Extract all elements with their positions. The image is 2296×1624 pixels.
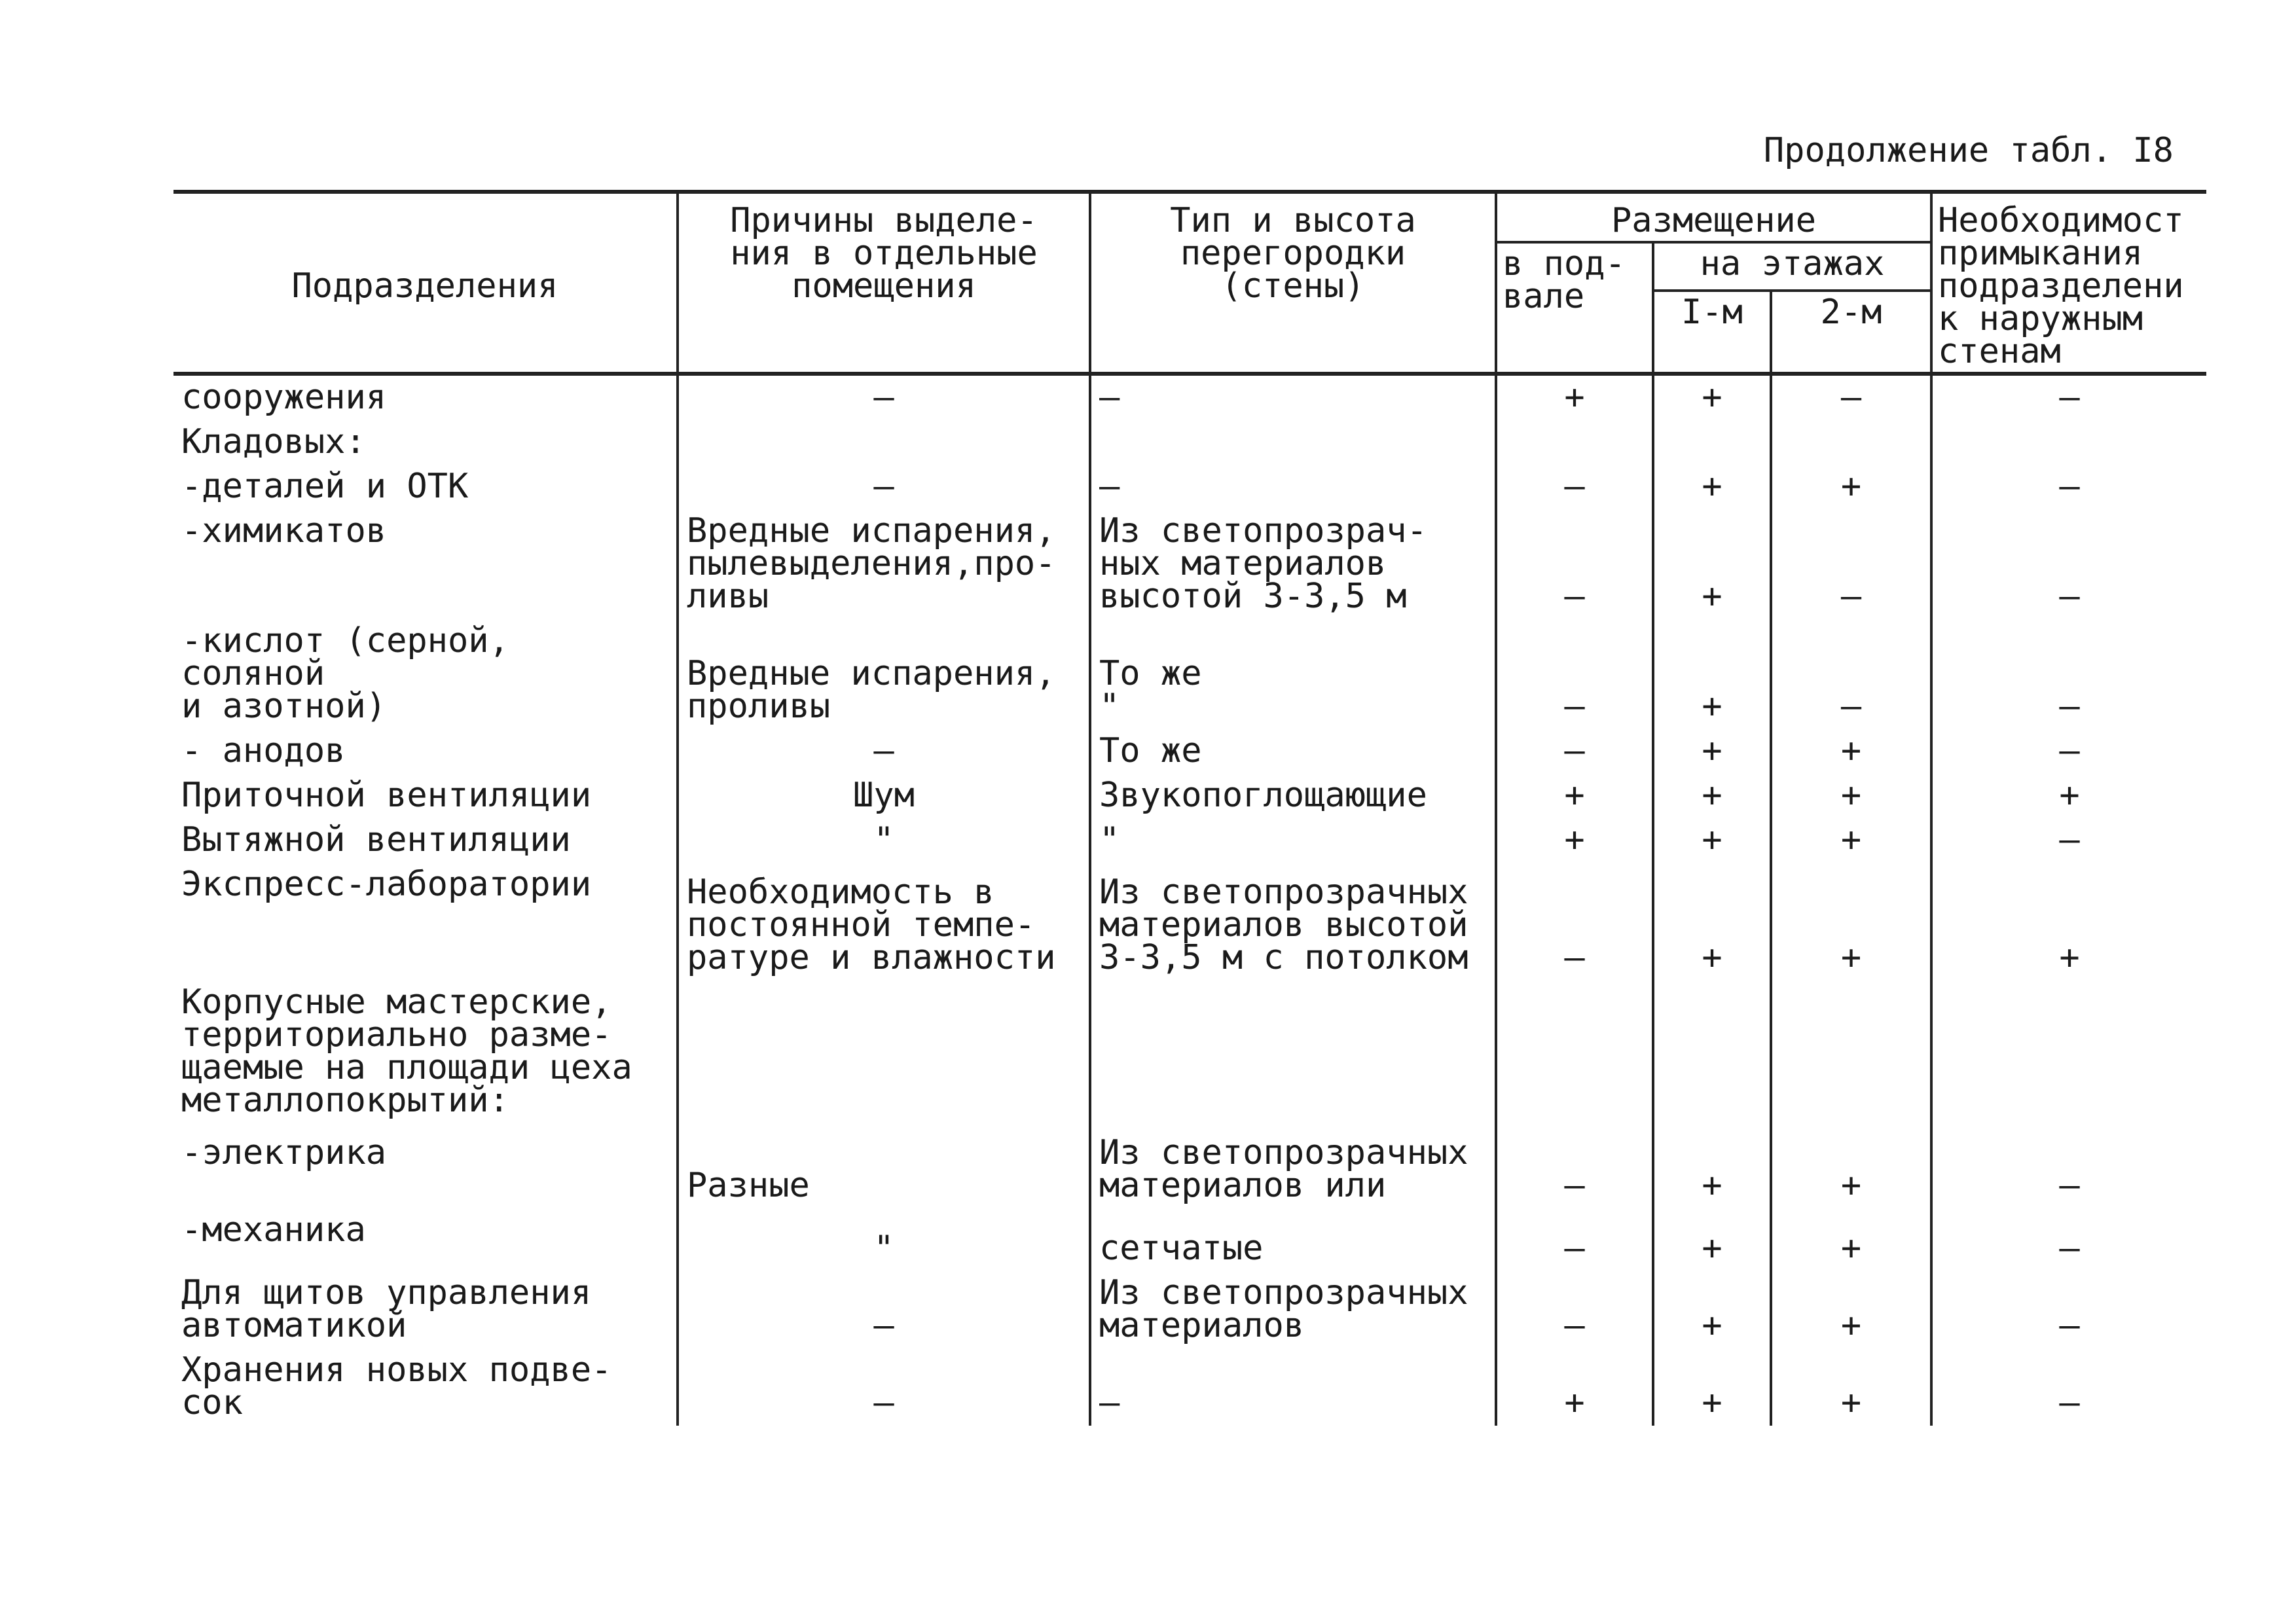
table-header: [173, 192, 2206, 374]
row-floor1: +: [1653, 374, 1771, 420]
header-reason: Причины выделе- ния в отдельные помещения: [678, 192, 1090, 374]
row-reason: –: [678, 465, 1090, 509]
row-floor1: +: [1653, 818, 1771, 863]
row-adjacency: +: [1931, 863, 2206, 981]
row-partition: Из светопрозрачных материалов высотой 3-3,5 м с потолком: [1090, 863, 1496, 981]
row-reason: –: [678, 374, 1090, 420]
table-row: [173, 374, 2206, 420]
row-division: -деталей и ОТК: [181, 467, 469, 506]
row-partition: [1090, 420, 1496, 465]
table-row: [173, 863, 2206, 981]
row-division: Хранения новых подве- сок: [181, 1350, 612, 1422]
row-reason: Необходимость в постоянной темпе- ратуре и влажности: [678, 863, 1090, 981]
row-floor1: +: [1653, 1348, 1771, 1426]
row-basement: –: [1496, 1208, 1653, 1271]
row-reason: Вредные испарения, проливы: [678, 619, 1090, 729]
row-adjacency: –: [1931, 465, 2206, 509]
row-adjacency: [1931, 420, 2206, 465]
row-reason: –: [678, 1271, 1090, 1348]
row-reason: [678, 420, 1090, 465]
row-floor2: +: [1771, 465, 1931, 509]
row-division: Кладовых:: [181, 422, 366, 461]
row-floor1: +: [1653, 1208, 1771, 1271]
row-partition: [1090, 981, 1496, 1131]
table-row: [173, 1208, 2206, 1271]
row-basement: [1496, 981, 1653, 1131]
row-floor1: +: [1653, 774, 1771, 818]
row-division: Корпусные мастерские, территориально разме- щаемые на площади цеха металлопокрытий:: [181, 983, 632, 1120]
row-adjacency: –: [1931, 374, 2206, 420]
row-reason: –: [678, 729, 1090, 774]
row-floor2: –: [1771, 619, 1931, 729]
row-division: Приточной вентиляции: [181, 776, 592, 815]
row-partition: –: [1090, 1348, 1496, 1426]
row-floor2: –: [1771, 509, 1931, 619]
row-basement: –: [1496, 863, 1653, 981]
header-floors: на этажах: [1653, 242, 1931, 291]
table-row: [173, 465, 2206, 509]
row-floor1: +: [1653, 465, 1771, 509]
row-division: -электрика: [181, 1133, 387, 1172]
row-partition: То же ": [1090, 619, 1496, 729]
row-partition: Из светопрозрачных материалов: [1090, 1271, 1496, 1348]
row-reason: Вредные испарения, пылевыделения,про- ливы: [678, 509, 1090, 619]
row-adjacency: –: [1931, 1208, 2206, 1271]
row-reason: –: [678, 1348, 1090, 1426]
row-basement: [1496, 420, 1653, 465]
row-adjacency: +: [1931, 774, 2206, 818]
table-caption: Продолжение табл. I8: [1763, 131, 2174, 170]
row-partition: Звукопоглощающие: [1090, 774, 1496, 818]
row-basement: +: [1496, 1348, 1653, 1426]
row-reason: [678, 981, 1090, 1131]
row-adjacency: –: [1931, 619, 2206, 729]
row-division: Вытяжной вентиляции: [181, 820, 571, 859]
row-adjacency: [1931, 981, 2206, 1131]
row-basement: –: [1496, 509, 1653, 619]
row-adjacency: –: [1931, 1131, 2206, 1208]
row-partition: сетчатые: [1090, 1208, 1496, 1271]
row-partition: ": [1090, 818, 1496, 863]
row-floor1: +: [1653, 863, 1771, 981]
row-adjacency: –: [1931, 1348, 2206, 1426]
table-row: [173, 981, 2206, 1131]
row-floor2: +: [1771, 774, 1931, 818]
row-partition: –: [1090, 374, 1496, 420]
row-floor1: +: [1653, 509, 1771, 619]
row-adjacency: –: [1931, 729, 2206, 774]
header-basement: в под- вале: [1496, 242, 1653, 374]
row-division: -химикатов: [181, 511, 387, 550]
row-floor2: [1771, 981, 1931, 1131]
row-floor1: +: [1653, 619, 1771, 729]
row-floor2: +: [1771, 1271, 1931, 1348]
row-floor1: +: [1653, 1271, 1771, 1348]
table-row: [173, 420, 2206, 465]
header-floor1: I-м: [1653, 291, 1771, 374]
row-basement: +: [1496, 818, 1653, 863]
row-division: -кислот (серной, соляной и азотной): [181, 621, 509, 726]
row-floor2: –: [1771, 374, 1931, 420]
header-partition: Тип и высота перегородки (стены): [1090, 192, 1496, 374]
table-row: [173, 619, 2206, 729]
table-row: [173, 729, 2206, 774]
table-row: [173, 509, 2206, 619]
row-floor2: +: [1771, 818, 1931, 863]
row-partition: Из светопрозрач- ных материалов высотой 3-3,5 м: [1090, 509, 1496, 619]
row-basement: –: [1496, 619, 1653, 729]
row-division: Для щитов управления автоматикой: [181, 1273, 592, 1345]
row-floor2: +: [1771, 1131, 1931, 1208]
row-floor1: [1653, 420, 1771, 465]
row-floor2: +: [1771, 729, 1931, 774]
row-floor2: +: [1771, 1348, 1931, 1426]
row-partition: Из светопрозрачных материалов или: [1090, 1131, 1496, 1208]
row-reason: ": [678, 1208, 1090, 1271]
table-row: [173, 774, 2206, 818]
row-adjacency: –: [1931, 509, 2206, 619]
row-basement: +: [1496, 774, 1653, 818]
table-row: [173, 1271, 2206, 1348]
row-division: сооружения: [181, 378, 387, 417]
row-floor2: +: [1771, 1208, 1931, 1271]
header-division: Подразделения: [173, 192, 678, 374]
table-row: [173, 818, 2206, 863]
header-placement: Размещение: [1496, 192, 1931, 242]
row-basement: –: [1496, 729, 1653, 774]
row-floor1: +: [1653, 729, 1771, 774]
row-adjacency: –: [1931, 818, 2206, 863]
placement-table: [173, 190, 2206, 1426]
row-basement: –: [1496, 465, 1653, 509]
table-row: [173, 1131, 2206, 1208]
row-basement: –: [1496, 1271, 1653, 1348]
row-reason: Разные: [678, 1131, 1090, 1208]
row-partition: –: [1090, 465, 1496, 509]
table-body: [173, 374, 2206, 1426]
row-floor1: +: [1653, 1131, 1771, 1208]
row-adjacency: –: [1931, 1271, 2206, 1348]
row-division: Экспресс-лаборатории: [181, 865, 592, 904]
row-partition: То же: [1090, 729, 1496, 774]
row-floor1: [1653, 981, 1771, 1131]
row-reason: Шум: [678, 774, 1090, 818]
table-row: [173, 1348, 2206, 1426]
row-floor2: +: [1771, 863, 1931, 981]
row-floor2: [1771, 420, 1931, 465]
row-division: -механика: [181, 1210, 366, 1250]
row-basement: +: [1496, 374, 1653, 420]
row-reason: ": [678, 818, 1090, 863]
row-basement: –: [1496, 1131, 1653, 1208]
row-division: - анодов: [181, 731, 346, 770]
header-floor2: 2-м: [1771, 291, 1931, 374]
header-adjacency: Необходимост примыкания подразделени к наружным стенам: [1931, 192, 2206, 374]
